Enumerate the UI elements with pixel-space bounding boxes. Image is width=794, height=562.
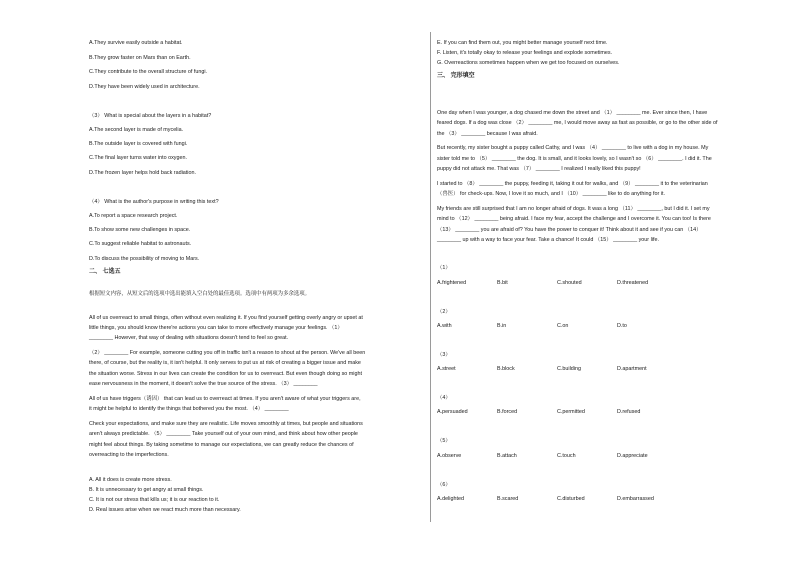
choice-b: B. It is unnecessary to get angry at small things. bbox=[89, 487, 204, 493]
option: D.threatened bbox=[617, 280, 649, 286]
question-number: （5） bbox=[437, 438, 451, 444]
cloze-line: （兽医） for check-ups. Now, I love it so much, and I （10） ________ like to do anything for it. bbox=[437, 191, 666, 197]
section2-instruction: 根据短文内容，从短文后的选项中选出能填入空白处的最佳选项。选项中有两项为多余选项。 bbox=[89, 291, 311, 297]
cloze-line: feared dogs. If a dog was close （2） ________ me, I would move away as fast as possible, or go to the other side of bbox=[437, 120, 718, 126]
passage-line: All of us overreact to small things, often without even realizing it. If you find yourself getting overly angry or upset at bbox=[89, 315, 363, 321]
passage-line: overreacting to the imperfections. bbox=[89, 452, 169, 458]
q3-option-a: A.The second layer is made of mycelia. bbox=[89, 127, 184, 133]
cloze-line: But recently, my sister bought a puppy called Cathy, and I was （4） ________ to live with a dog in my house. My bbox=[437, 145, 709, 151]
cloze-line: the （3） ________ because I was afraid. bbox=[437, 131, 538, 137]
q4-option-a: A.To report a space research project. bbox=[89, 213, 178, 219]
question-number: （1） bbox=[437, 265, 451, 271]
option: C.touch bbox=[557, 453, 576, 459]
passage-line: might feel about things. By taking sometime to manage our expectations, we can greatly reduce the chances of bbox=[89, 442, 354, 448]
option: A.delighted bbox=[437, 496, 464, 502]
q4-option-c: C.To suggest reliable habitat to astronauts. bbox=[89, 241, 192, 247]
q2-option-b: B.They grow faster on Mars than on Earth. bbox=[89, 55, 191, 61]
option: A.frightened bbox=[437, 280, 467, 286]
option: B.scared bbox=[497, 496, 519, 502]
passage-line: aren't always predictable. （5） ________ Take yourself out of your own mind, and think about how other people bbox=[89, 431, 358, 437]
choice-e: E. If you can find them out, you might better manage yourself next time. bbox=[437, 40, 608, 46]
passage-line: All of us have triggers（诱因） that can lead us to overreact at times. If you aren't aware of what your triggers are, bbox=[89, 396, 361, 402]
option: D.appreciate bbox=[617, 453, 648, 459]
option: D.refused bbox=[617, 409, 641, 415]
passage-line: little things, you should know there're actions you can take to more effectively manage your feelings. （1） bbox=[89, 325, 343, 331]
section3-title: 三、 完形填空 bbox=[437, 73, 475, 79]
option: C.shouted bbox=[557, 280, 582, 286]
option: B.forced bbox=[497, 409, 518, 415]
option: C.building bbox=[557, 366, 581, 372]
option: A.street bbox=[437, 366, 456, 372]
q2-option-a: A.They survive easily outside a habitat. bbox=[89, 40, 183, 46]
column-divider bbox=[430, 32, 431, 522]
choice-d: D. Real issues arise when we react much more than necessary. bbox=[89, 507, 241, 513]
cloze-line: I started to （8） ________ the puppy, feeding it, taking it out for walks, and （9） ________ it to the veterinarian bbox=[437, 181, 708, 187]
cloze-line: One day when I was younger, a dog chased me down the street and （1） ________ me. Ever since then, I have bbox=[437, 110, 708, 116]
cloze-line: mind to （12） ________ being afraid. I face my fear, accept the challenge and I overcome it. You can too! Is there bbox=[437, 216, 711, 222]
question-number: （3） bbox=[437, 352, 451, 358]
passage-line: （2） ________ For example, someone cutting you off in traffic isn't a reason to shout at the person. We've all been bbox=[89, 350, 366, 356]
passage-line: Check your expectations, and make sure they are realistic. Life moves smoothly at times, but people and situations bbox=[89, 421, 363, 427]
q2-option-c: C.They contribute to the overall structure of fungi. bbox=[89, 69, 208, 75]
choice-c: C. It is not our stress that kills us; it is our reaction to it. bbox=[89, 497, 220, 503]
option: C.disturbed bbox=[557, 496, 585, 502]
option: C.on bbox=[557, 323, 569, 329]
option: B.in bbox=[497, 323, 507, 329]
cloze-line: My friends are still surprised that I am no longer afraid of dogs. It was a long （11） ________, but I did it. I set my bbox=[437, 206, 710, 212]
q3-option-d: D.The frozen layer helps hold back radiation. bbox=[89, 170, 196, 176]
choice-f: F. Listen, it's totally okay to release your feelings and explode sometimes. bbox=[437, 50, 613, 56]
passage-line: the situation worse. Stress in our lives can create the condition for us to overreact. But even though doing so might bbox=[89, 371, 362, 377]
passage-line: ________ However, that way of dealing with situations doesn't tend to feel so great. bbox=[89, 335, 289, 341]
q3-stem: （3） What is special about the layers in a habitat? bbox=[89, 113, 212, 119]
cloze-line: sister told me to （5） ________ the dog. It is small, and it looks lovely, so I wasn't so （6） ________. I did it. The bbox=[437, 156, 712, 162]
option: A.with bbox=[437, 323, 452, 329]
option: B.bit bbox=[497, 280, 508, 286]
q4-stem: （4） What is the author's purpose in writing this text? bbox=[89, 199, 219, 205]
option: A.persuaded bbox=[437, 409, 468, 415]
q3-option-b: B.The outside layer is covered with fungi. bbox=[89, 141, 188, 147]
option: D.to bbox=[617, 323, 627, 329]
option: D.embarrassed bbox=[617, 496, 654, 502]
q4-option-b: B.To show some new challenges in space. bbox=[89, 227, 191, 233]
q3-option-c: C.The final layer turns water into oxygen. bbox=[89, 155, 187, 161]
option: D.apartment bbox=[617, 366, 647, 372]
option: C.permitted bbox=[557, 409, 585, 415]
choice-g: G. Overreactions sometimes happen when we get too focused on ourselves. bbox=[437, 60, 620, 66]
option: B.block bbox=[497, 366, 515, 372]
passage-line: ease nervousness in the moment, it doesn't solve the true source of the stress. （3） ________ bbox=[89, 381, 318, 387]
cloze-line: ________ up with a way to face your fear. Take a chance! It could （15） ________ your life. bbox=[437, 237, 659, 243]
choice-a: A. All it does is create more stress. bbox=[89, 477, 172, 483]
passage-line: it might be helpful to identify the things that bothered you the most. （4） ________ bbox=[89, 406, 289, 412]
section2-title: 二、 七选五 bbox=[89, 269, 121, 275]
option: B.attach bbox=[497, 453, 517, 459]
cloze-line: puppy did not attack me. That was （7） ________ I realized I really liked this puppy! bbox=[437, 166, 641, 172]
cloze-line: （13） ________ you are afraid of? You have the power to conquer it! Think about it and see if you can （14） bbox=[437, 227, 702, 233]
question-number: （2） bbox=[437, 309, 451, 315]
q4-option-d: D.To discuss the possibility of moving to Mars. bbox=[89, 256, 200, 262]
question-number: （4） bbox=[437, 395, 451, 401]
option: A.observe bbox=[437, 453, 462, 459]
question-number: （6） bbox=[437, 482, 451, 488]
q2-option-d: D.They have been widely used in architecture. bbox=[89, 84, 200, 90]
passage-line: there, of course, but the reality is, it isn't helpful. It only serves to put us at risk of creating a bigger issue and make bbox=[89, 360, 361, 366]
